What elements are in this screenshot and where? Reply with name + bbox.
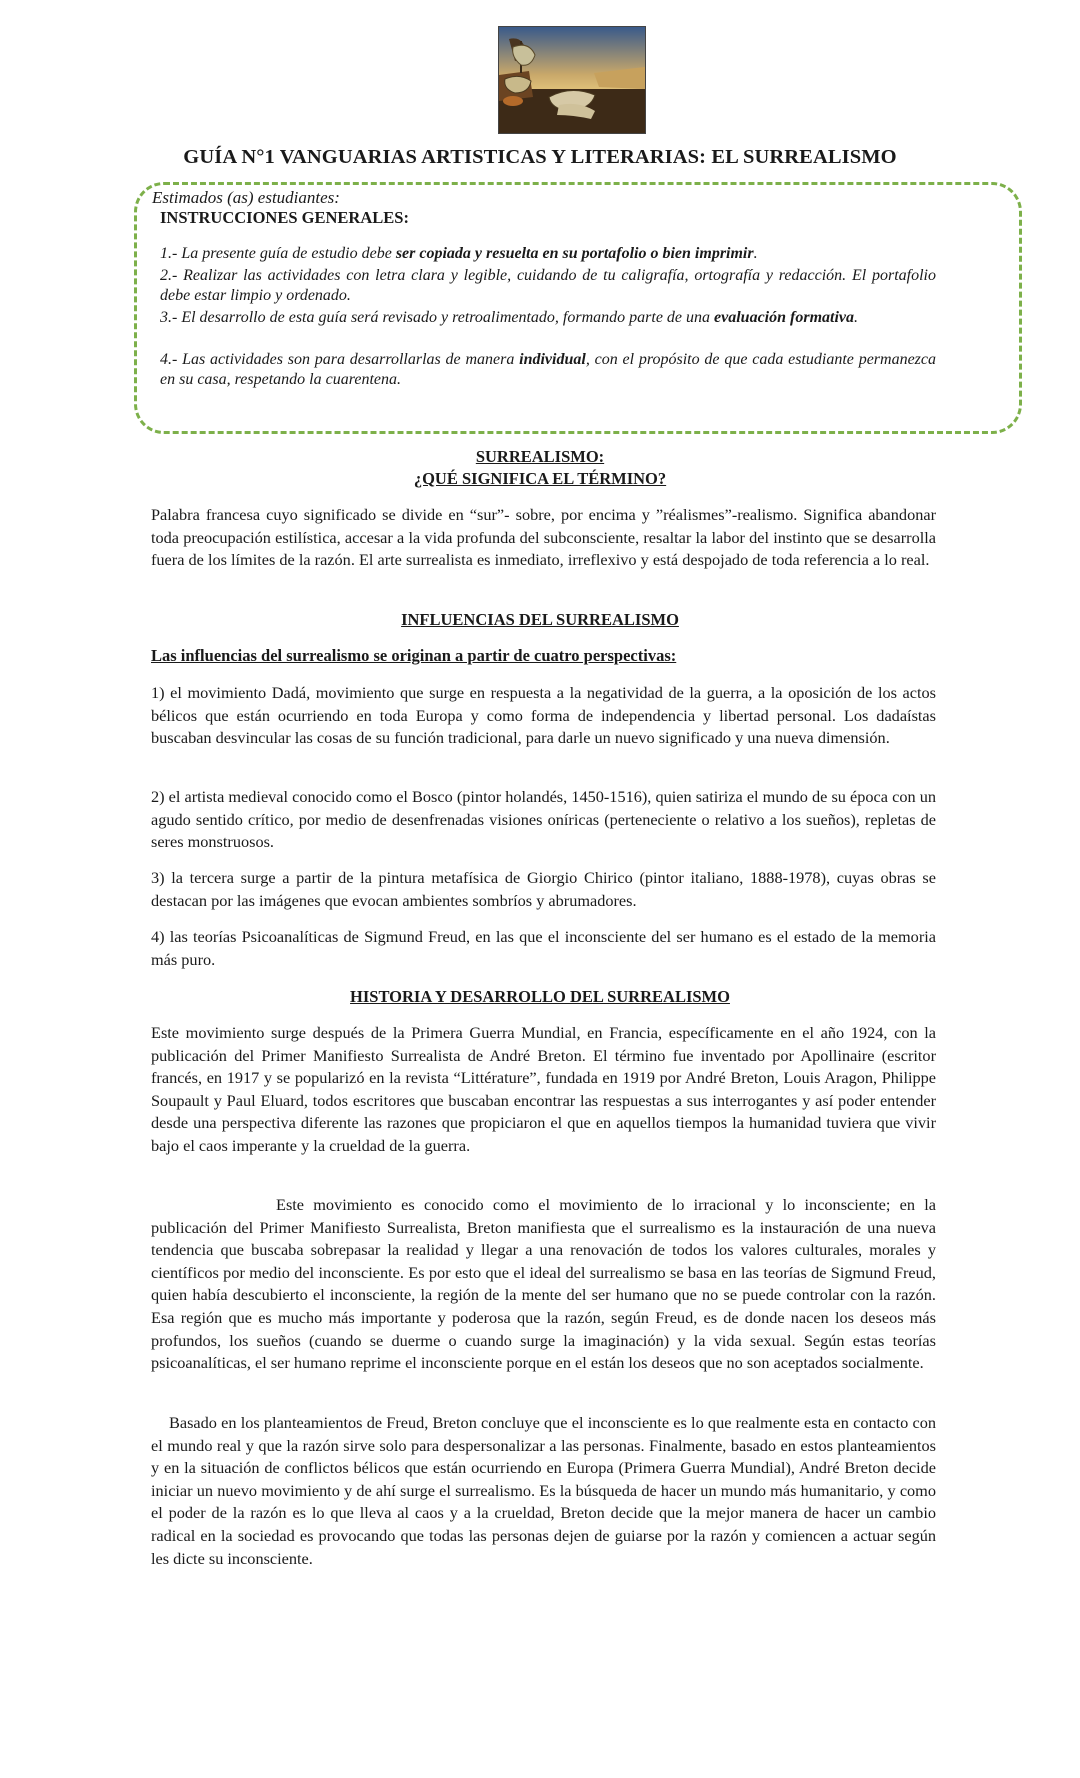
influence-item-4: 4) las teorías Psicoanalíticas de Sigmund Freud, en las que el inconsciente del ser humano es el estado de la memoria más puro. — [151, 927, 936, 969]
influence-item-1: 1) el movimiento Dadá, movimiento que surge en respuesta a la negatividad de la guerra, a la oposición de los actos bélicos que están ocurriendo en toda Europa y como forma de independencia y libertad personal. Los dadaístas buscaban desvincular las cosas de su función tradicional, para darle un nuevo significado y una nueva dimensión. — [151, 683, 936, 748]
instructions-heading: INSTRUCCIONES GENERALES: — [160, 208, 409, 227]
instruction-item-1: 1.- La presente guía de estudio debe ser copiada y resuelta en su portafolio o bien imprimir. — [160, 245, 758, 262]
section-title-influencias: INFLUENCIAS DEL SURREALISMO — [401, 610, 679, 629]
persistence-of-memory-painting — [498, 26, 646, 134]
painting-icon — [499, 27, 645, 133]
instruction-item-3: 3.- El desarrollo de esta guía será revisado y retroalimentado, formando parte de una evaluación formativa. — [160, 309, 858, 326]
greeting: Estimados (as) estudiantes: — [152, 188, 340, 207]
influences-lead: Las influencias del surrealismo se originan a partir de cuatro perspectivas: — [151, 646, 677, 665]
section-title-historia: HISTORIA Y DESARROLLO DEL SURREALISMO — [350, 987, 730, 1006]
section-title-surrealismo: SURREALISMO: ¿QUÉ SIGNIFICA EL TÉRMINO? — [413, 447, 667, 488]
instruction-item-4: 4.- Las actividades son para desarrollarlas de manera individual, con el propósito de que cada estudiante permanezca en su casa, respetando la cuarentena. — [160, 351, 937, 388]
influence-item-3: 3) la tercera surge a partir de la pintura metafísica de Giorgio Chirico (pintor italiano, 1888-1978), cuyas obras se destacan por las imágenes que evocan ambientes sombríos y abrumadores. — [151, 868, 936, 910]
influence-item-2: 2) el artista medieval conocido como el Bosco (pintor holandés, 1450-1516), quien satiriza el mundo de su época con un agudo sentido crítico, por medio de desenfrenadas visiones oníricas (perteneciente o relativo a los sueños), repletas de seres monstruosos. — [151, 787, 936, 852]
page-title: GUÍA N°1 VANGUARIAS ARTISTICAS Y LITERARIAS: EL SURREALISMO — [183, 146, 897, 168]
instruction-item-2: 2.- Realizar las actividades con letra clara y legible, cuidando de tu caligrafía, ortografía y redacción. El portafolio debe estar limpio y ordenado. — [160, 267, 936, 304]
paragraph-definition: Palabra francesa cuyo significado se divide en “sur”- sobre, por encima y ”réalismes”-realismo. Significa abandonar toda preocupación estilística, accesar a la vida profunda del subconsciente, resaltar la labor del instinto que se desarrolla fuera de los límites de la razón. El arte surrealista es inmediato, irreflexivo y está despojado de toda referencia a lo real. — [151, 505, 936, 570]
history-paragraph-1: Este movimiento surge después de la Primera Guerra Mundial, en Francia, específicamente en el año 1924, con la publicación del Primer Manifiesto Surrealista de André Breton. El término fue inventado por Apollinaire (escritor francés, en 1917 y se popularizó en la revista “Littérature”, fundada en 1919 por André Breton, Louis Aragon, Philippe Soupault y Paul Eluard, todos escritores que buscaban encontrar las respuestas a sus interrogantes y así poder entender desde una perspectiva diferente las razones que propiciaron el que en aquellos tiempos la humanidad tuviera que vivir bajo el caos imperante y la crueldad de la guerra. — [151, 1023, 936, 1155]
history-paragraph-3: Basado en los planteamientos de Freud, Breton concluye que el inconsciente es lo que realmente esta en contacto con el mundo real y que la razón sirve solo para despersonalizar a las personas. Finalmente, basado en estos planteamientos y en la situación de conflictos bélicos que están ocurriendo en Europa (Primera Guerra Mundial), André Breton decide iniciar un nuevo movimiento y de ahí surge el surrealismo. Es la búsqueda de hacer un mundo más humanitario, y como el poder de la razón es lo que lleva al caos y a la crueldad, Breton decide que la mejor manera de hacer un cambio radical en la sociedad es provocando que todas las personas dejen de guiarse por la razón y comiencen a actuar según les dicte su inconsciente. — [151, 1413, 936, 1568]
history-paragraph-2: Este movimiento es conocido como el movimiento de lo irracional y lo inconsciente; en la publicación del Primer Manifiesto Surrealista, Breton manifiesta que el surrealismo es la instauración de una nueva tendencia que buscaba sobrepasar la realidad y llegar a una renovación de todos los valores culturales, morales y científicos por medio del inconsciente. Es por esto que el ideal del surrealismo se basa en las teorías de Sigmund Freud, quien había descubierto el inconsciente, la región de la mente del ser humano que no se puede controlar con la razón. Esa región que es mucho más importante y poderosa que la razón, según Freud, es de donde nacen los deseos más profundos, los sueños (cuando se duerme o cuando surge la imaginación) y la vida sexual. Según estas teorías psicoanalíticas, el ser humano reprime el inconsciente porque en el están los deseos que no son aceptados socialmente. — [151, 1195, 936, 1373]
